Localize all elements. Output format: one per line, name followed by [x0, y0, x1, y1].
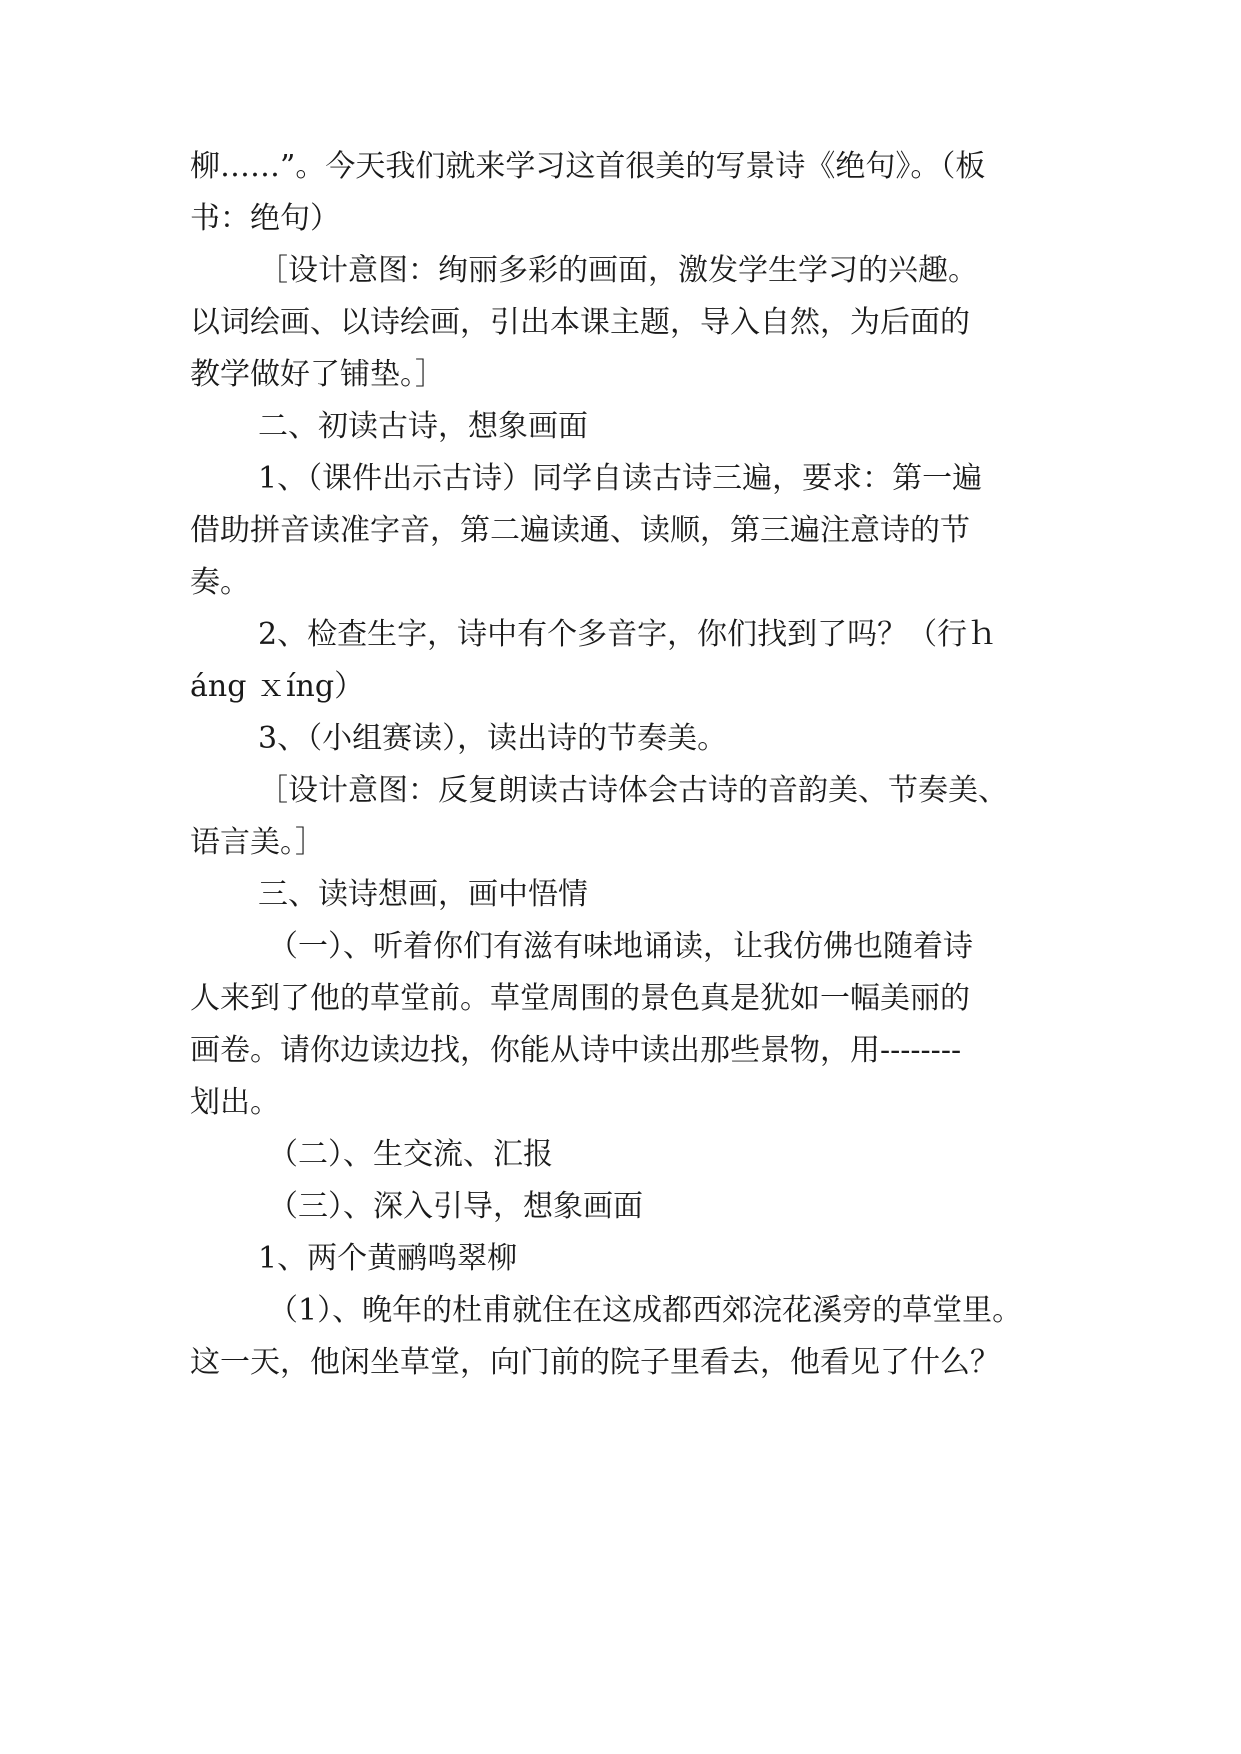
text-line: ［设计意图：绚丽多彩的画面，激发学生学习的兴趣。 [258, 253, 978, 288]
text-line: （一）、听着你们有滋有味地诵读，让我仿佛也随着诗 [268, 929, 973, 964]
text-line: 人来到了他的草堂前。草堂周围的景色真是犹如一幅美丽的 [190, 981, 970, 1016]
section-heading: 二、初读古诗，想象画面 [258, 409, 588, 444]
text-line: 划出。 [190, 1085, 280, 1120]
text-line: （三）、深入引导，想象画面 [268, 1189, 643, 1224]
text-line: 教学做好了铺垫。］ [190, 357, 445, 392]
text-line: 这一天，他闲坐草堂，向门前的院子里看去，他看见了什么？ [190, 1345, 1000, 1380]
text-line: 柳……”。今天我们就来学习这首很美的写景诗《绝句》。（板 [190, 149, 986, 184]
text-line: 1、两个黄鹂鸣翠柳 [258, 1241, 518, 1276]
text-line: ［设计意图：反复朗读古诗体会古诗的音韵美、节奏美、 [258, 773, 1008, 808]
text-line: 以词绘画、以诗绘画，引出本课主题，导入自然，为后面的 [190, 305, 970, 340]
text-line: 借助拼音读准字音，第二遍读通、读顺，第三遍注意诗的节 [190, 513, 970, 548]
text-line: （二）、生交流、汇报 [268, 1137, 553, 1172]
section-heading: 三、读诗想画，画中悟情 [258, 877, 588, 912]
text-line: 3、（小组赛读），读出诗的节奏美。 [258, 721, 728, 756]
text-line: （1）、晚年的杜甫就住在这成都西郊浣花溪旁的草堂里。 [268, 1293, 1023, 1328]
text-line: 2、检查生字，诗中有个多音字，你们找到了吗？（行ｈ [258, 617, 998, 652]
text-line: áng ｘíng） [190, 669, 365, 704]
text-line: 画卷。请你边读边找，你能从诗中读出那些景物，用-------- [190, 1033, 962, 1068]
text-line: 1、（课件出示古诗）同学自读古诗三遍，要求：第一遍 [258, 461, 983, 496]
text-line: 奏。 [190, 565, 250, 600]
text-line: 书：绝句） [190, 201, 340, 236]
text-line: 语言美。］ [190, 825, 325, 860]
